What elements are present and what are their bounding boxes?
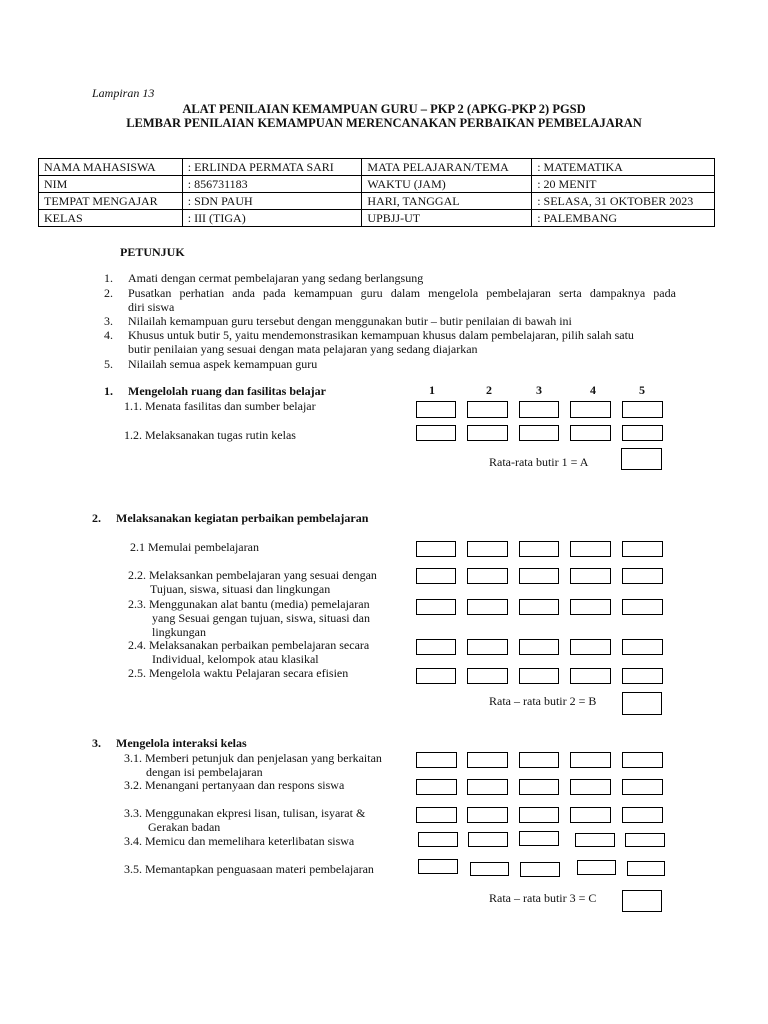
word: kemampuan (293, 286, 353, 300)
rata-rata-c: Rata – rata butir 3 = C (489, 891, 597, 905)
item-text: 3.1. Memberi petunjuk dan penjelasan yang berkaitan (124, 751, 382, 765)
section-3-number: 3. (92, 736, 101, 750)
score-box-2-5-2[interactable] (467, 668, 508, 684)
score-box-3-5-1[interactable] (418, 859, 458, 874)
word: dalam (390, 286, 421, 300)
word: Pusatkan (128, 286, 172, 300)
rata-box-a[interactable] (621, 448, 662, 470)
score-box-2-1-1[interactable] (416, 541, 456, 557)
scale-number-1: 1 (429, 383, 435, 397)
section-2-number: 2. (92, 511, 101, 525)
scale-number-5: 5 (639, 383, 645, 397)
score-box-2-5-4[interactable] (570, 668, 611, 684)
score-box-3-4-2[interactable] (468, 832, 508, 847)
value-nama-mahasiswa: : ERLINDA PERMATA SARI (182, 159, 362, 176)
rata-box-b[interactable] (622, 692, 662, 715)
value-waktu: : 20 MENIT (532, 176, 715, 193)
score-box-3-3-5[interactable] (622, 807, 663, 823)
document-subtitle: LEMBAR PENILAIAN KEMAMPUAN MERENCANAKAN PERBAIKAN PEMBELAJARAN (126, 116, 642, 130)
item-text-cont: Tujuan, siswa, situasi dan lingkungan (150, 582, 331, 596)
score-box-2-3-5[interactable] (622, 599, 663, 615)
score-box-3-5-2[interactable] (470, 862, 509, 876)
score-box-2-2-2[interactable] (467, 568, 508, 584)
score-box-3-1-1[interactable] (416, 752, 457, 768)
score-box-3-2-3[interactable] (519, 779, 559, 795)
score-box-2-2-5[interactable] (622, 568, 663, 584)
score-box-3-4-5[interactable] (625, 833, 665, 847)
label-mata-pelajaran: MATA PELAJARAN/TEMA (362, 159, 532, 176)
score-box-3-4-3[interactable] (519, 831, 559, 846)
score-box-2-3-2[interactable] (467, 599, 508, 615)
score-box-3-3-1[interactable] (416, 807, 457, 823)
item-2-2 (128, 568, 377, 596)
item-text: 3.3. Menggunakan ekpresi lisan, tulisan, isyarat & (124, 806, 366, 820)
scale-number-4: 4 (590, 383, 596, 397)
rata-rata-a: Rata-rata butir 1 = A (489, 455, 589, 469)
score-box-2-2-3[interactable] (519, 568, 559, 584)
score-box-1-1-4[interactable] (570, 401, 611, 418)
word: pada (653, 286, 676, 300)
item-text: 2.2. Melaksankan pembelajaran yang sesuai dengan (128, 568, 377, 582)
score-box-1-2-1[interactable] (416, 425, 456, 441)
score-box-3-3-4[interactable] (570, 807, 611, 823)
instruction-number: 3. (104, 314, 113, 328)
instruction-text-cont: diri siswa (128, 300, 175, 314)
item-3-5: 3.5. Memantapkan penguasaan materi pembelajaran (124, 862, 374, 876)
item-2-4 (128, 638, 369, 666)
item-text-cont: Individual, kelompok atau klasikal (152, 652, 319, 666)
score-box-1-1-5[interactable] (622, 401, 663, 418)
score-box-3-2-1[interactable] (416, 779, 457, 795)
table-row (39, 193, 715, 210)
score-box-2-4-3[interactable] (519, 639, 559, 655)
value-nim: : 856731183 (182, 176, 362, 193)
table-row (39, 210, 715, 227)
label-nim: NIM (39, 176, 183, 193)
scale-number-3: 3 (536, 383, 542, 397)
item-3-2: 3.2. Menangani pertanyaan dan respons siswa (124, 778, 345, 792)
value-kelas: : III (TIGA) (182, 210, 362, 227)
document-title: ALAT PENILAIAN KEMAMPUAN GURU – PKP 2 (APKG-PKP 2) PGSD (182, 102, 586, 116)
instruction-text: Khusus untuk butir 5, yaitu mendemonstrasikan kemampuan khusus dalam pembelajaran, pilih salah satu (128, 328, 634, 342)
scale-number-2: 2 (486, 383, 492, 397)
value-tempat-mengajar: : SDN PAUH (182, 193, 362, 210)
item-text-cont: dengan isi pembelajaran (146, 765, 263, 779)
rata-rata-b: Rata – rata butir 2 = B (489, 694, 597, 708)
table-row (39, 176, 715, 193)
item-2-3 (128, 597, 370, 639)
instruction-number: 1. (104, 271, 113, 285)
score-box-3-1-4[interactable] (570, 752, 611, 768)
section-1-title: Mengelolah ruang dan fasilitas belajar (128, 384, 327, 398)
score-box-1-1-2[interactable] (467, 401, 508, 418)
score-box-3-5-3[interactable] (520, 862, 560, 877)
score-box-3-2-5[interactable] (622, 779, 663, 795)
score-box-3-3-3[interactable] (519, 807, 559, 823)
item-3-4: 3.4. Memicu dan memelihara keterlibatan siswa (124, 834, 355, 848)
score-box-1-2-2[interactable] (467, 425, 508, 441)
word: perhatian (179, 286, 225, 300)
word: guru (360, 286, 383, 300)
score-box-2-3-3[interactable] (519, 599, 559, 615)
word: pada (263, 286, 286, 300)
score-box-1-2-3[interactable] (519, 425, 559, 441)
item-text: 2.4. Melaksanakan perbaikan pembelajaran secara (128, 638, 370, 652)
rata-box-c[interactable] (622, 890, 662, 912)
score-box-3-4-4[interactable] (575, 833, 615, 847)
score-box-2-3-4[interactable] (570, 599, 611, 615)
word: serta (559, 286, 582, 300)
score-box-2-4-4[interactable] (570, 639, 611, 655)
identity-table (38, 158, 715, 227)
score-box-2-4-1[interactable] (416, 639, 456, 655)
lampiran-label: Lampiran 13 (92, 86, 155, 100)
score-box-3-2-4[interactable] (570, 779, 611, 795)
instruction-text: Nilailah semua aspek kemampuan guru (128, 357, 318, 371)
label-waktu: WAKTU (JAM) (362, 176, 532, 193)
instruction-number: 5. (104, 357, 113, 371)
label-hari-tanggal: HARI, TANGGAL (362, 193, 532, 210)
label-upbjj: UPBJJ-UT (362, 210, 532, 227)
score-box-2-5-1[interactable] (416, 668, 456, 684)
instruction-text (128, 286, 676, 300)
petunjuk-heading: PETUNJUK (120, 245, 185, 259)
score-box-2-1-2[interactable] (467, 541, 508, 557)
score-box-2-1-3[interactable] (519, 541, 559, 557)
instruction-number: 2. (104, 286, 113, 300)
word: pembelajaran (486, 286, 551, 300)
label-nama-mahasiswa: NAMA MAHASISWA (39, 159, 183, 176)
section-1-number: 1. (104, 384, 113, 398)
item-2-1: 2.1 Memulai pembelajaran (130, 540, 259, 554)
score-box-2-5-3[interactable] (519, 668, 559, 684)
score-box-1-2-4[interactable] (570, 425, 611, 441)
score-box-3-5-5[interactable] (627, 861, 665, 876)
value-hari-tanggal: : SELASA, 31 OKTOBER 2023 (532, 193, 715, 210)
score-box-1-1-1[interactable] (416, 401, 456, 418)
score-box-3-1-2[interactable] (467, 752, 508, 768)
item-2-5: 2.5. Mengelola waktu Pelajaran secara efisien (128, 666, 349, 680)
section-3-title: Mengelola interaksi kelas (116, 736, 247, 750)
score-box-3-3-2[interactable] (467, 807, 508, 823)
score-box-2-1-4[interactable] (570, 541, 611, 557)
section-2-title: Melaksanakan kegiatan perbaikan pembelajaran (116, 511, 369, 525)
item-3-1 (124, 751, 382, 779)
score-box-2-4-5[interactable] (622, 639, 663, 655)
item-1-1: 1.1. Menata fasilitas dan sumber belajar (124, 399, 316, 413)
instruction-text-cont: butir penilaian yang sesuai dengan mata pelajaran yang sedang diajarkan (128, 342, 478, 356)
item-text: 2.3. Menggunakan alat bantu (media) pemelajaran (128, 597, 370, 611)
score-box-2-2-1[interactable] (416, 568, 456, 584)
score-box-3-2-2[interactable] (467, 779, 508, 795)
instruction-number: 4. (104, 328, 113, 342)
value-mata-pelajaran: : MATEMATIKA (532, 159, 715, 176)
word: dampaknya (589, 286, 646, 300)
score-box-3-1-5[interactable] (622, 752, 663, 768)
instruction-text: Nilailah kemampuan guru tersebut dengan menggunakan butir – butir penilaian di bawah ini (128, 314, 572, 328)
item-text-cont: yang Sesuai gengan tujuan, siswa, situasi dan (152, 611, 370, 625)
score-box-1-2-5[interactable] (622, 425, 663, 441)
label-tempat-mengajar: TEMPAT MENGAJAR (39, 193, 183, 210)
item-text-cont: Gerakan badan (148, 820, 221, 834)
score-box-2-2-4[interactable] (570, 568, 611, 584)
item-text-cont: lingkungan (152, 625, 206, 639)
score-box-2-4-2[interactable] (467, 639, 508, 655)
score-box-1-1-3[interactable] (519, 401, 559, 418)
word: anda (232, 286, 255, 300)
score-box-3-4-1[interactable] (418, 832, 458, 847)
score-box-2-5-5[interactable] (622, 668, 663, 684)
score-box-3-1-3[interactable] (519, 752, 559, 768)
value-upbjj: : PALEMBANG (532, 210, 715, 227)
score-box-2-3-1[interactable] (416, 599, 456, 615)
item-1-2: 1.2. Melaksanakan tugas rutin kelas (124, 428, 296, 442)
table-row (39, 159, 715, 176)
score-box-3-5-4[interactable] (577, 860, 616, 875)
item-3-3 (124, 806, 365, 834)
word: mengelola (428, 286, 479, 300)
score-box-2-1-5[interactable] (622, 541, 663, 557)
instruction-text: Amati dengan cermat pembelajaran yang sedang berlangsung (128, 271, 424, 285)
label-kelas: KELAS (39, 210, 183, 227)
